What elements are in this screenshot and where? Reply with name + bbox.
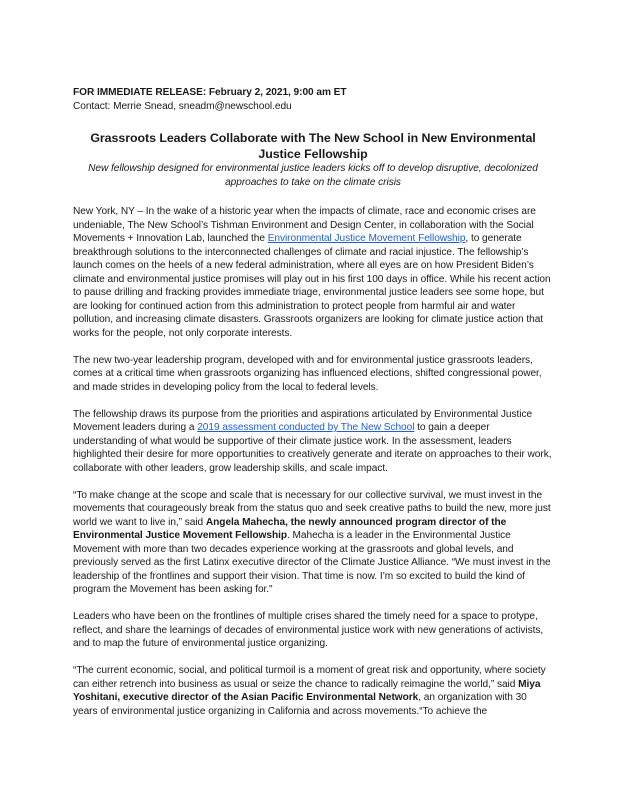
paragraph-text: “The current economic, social, and political turmoil is a moment of great risk and opportunity, where society can either retrench into business as usual or seize the chance to radically reimagine the world,” said xyxy=(73,665,546,690)
paragraph-mahecha-quote xyxy=(73,489,553,597)
paragraph-purpose xyxy=(73,408,553,476)
headline: Grassroots Leaders Collaborate with The New School in New Environmental Justice Fellowship xyxy=(90,131,536,161)
paragraph-intro xyxy=(73,205,553,340)
speaker-attribution: Miya Yoshitani, executive director of the Asian Pacific Environmental Network xyxy=(73,678,541,703)
speaker-attribution: Angela Mahecha, the newly announced program director of the Environmental Justice Movement Fellowship xyxy=(73,516,507,541)
paragraph-yoshitani-quote xyxy=(73,664,553,718)
press-release-body xyxy=(73,86,553,718)
paragraph-frontlines: Leaders who have been on the frontlines of multiple crises shared the timely need for a space to protype, reflect, and share the learnings of decades of environmental justice work with new generations of activists, and to map the future of environmental justice organizing. xyxy=(73,611,544,649)
paragraph-program: The new two-year leadership program, developed with and for environmental justice grassroots leaders, comes at a critical time when grassroots organizing has influenced elections, shifted congressional power, and made strides in developing policy from the local to federal levels. xyxy=(73,354,542,393)
paragraph-text: to gain a deeper understanding of what would be supportive of their climate justice work. In the assessment, leaders highlighted their desire for more opportunities to creatively generate and iterate on approaches to their work, collaborate with other leaders, grow leadership skills, and scale impact. xyxy=(73,422,552,474)
fellowship-link[interactable]: Environmental Justice Movement Fellowship xyxy=(267,233,466,244)
paragraph-text: New York, NY – In the wake of a historic year when the impacts of climate, race and economic crises are undeniable, The New School’s Tishman Environment and Design Center, in collaboration with the Social Movements + Innovation Lab, launched the xyxy=(73,206,536,244)
paragraph-text: , to generate breakthrough solutions to the interconnected challenges of climate and racial injustice. The fellowship’s launch comes on the heels of a new federal administration, where all eyes are on how President Biden’s climate and environmental justice promises will play out in his first 100 days in office. While his recent action to pause drilling and fracking provides immediate triage, environmental justice leaders see some hope, but are looking for continued action from this administration to protect people from harmful air and water pollution, and increasing climate disasters. Grassroots organizers are looking for climate justice action that works for the people, not only corporate interests. xyxy=(73,233,551,339)
subheadline: New fellowship designed for environmental justice leaders kicks off to develop disruptive, decolonized approaches to take on the climate crisis xyxy=(88,163,538,188)
assessment-link[interactable]: 2019 assessment conducted by The New School xyxy=(197,422,415,433)
paragraph-text: , an organization with 30 years of environmental justice organizing in California and across movements.“To achieve the xyxy=(73,692,527,717)
paragraph-text: “To make change at the scope and scale that is necessary for our collective survival, we must invest in the movements that courageously break from the status quo and seek creative paths to build the new, more just world we want to live in,” said xyxy=(73,489,551,528)
contact-line: Contact: Merrie Snead, sneadm@newschool.edu xyxy=(73,100,292,112)
paragraph-text: . Mahecha is a leader in the Environmental Justice Movement with more than two decades experience working at the grassroots and global levels, and previously served as the first Latinx executive director of the Climate Justice Alliance. “We must invest in the leadership of the frontlines and support their vision. That time is now. I’m so excited to build the kind of program the Movement has been asking for." xyxy=(73,530,551,595)
paragraph-text: The fellowship draws its purpose from the priorities and aspirations articulated by Environmental Justice Movement leaders during a xyxy=(73,408,533,433)
release-date-line: FOR IMMEDIATE RELEASE: February 2, 2021, 9:00 am ET xyxy=(73,87,347,98)
